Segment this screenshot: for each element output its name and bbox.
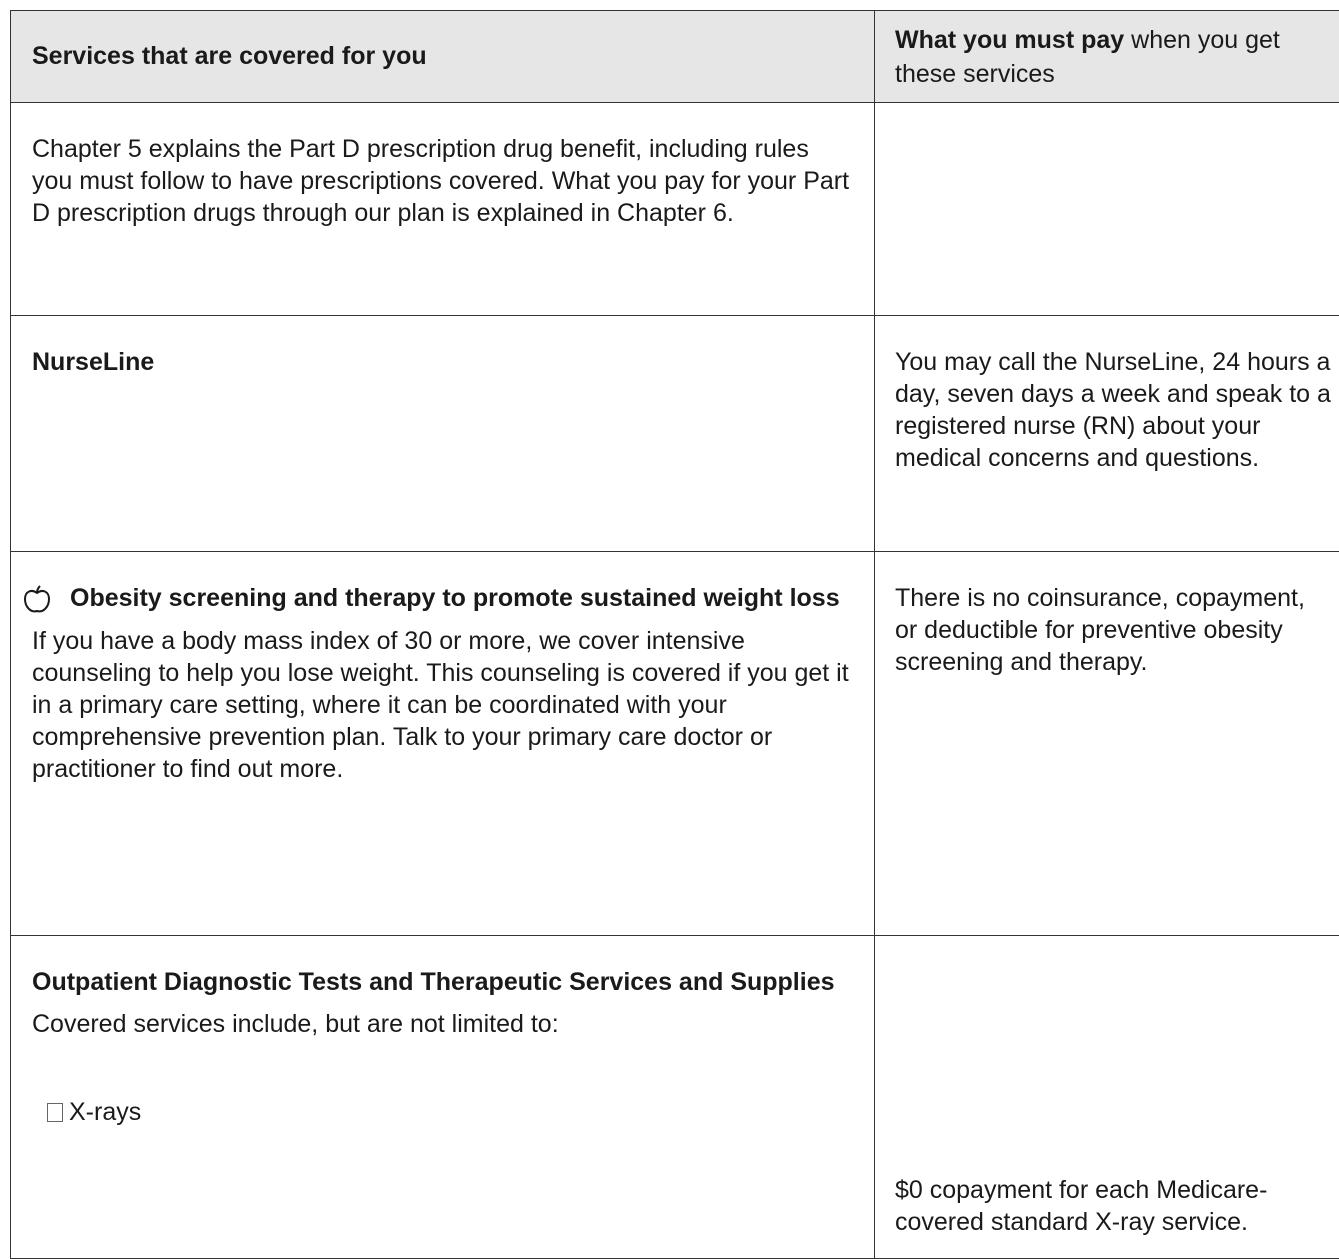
header-payment-rest: when you get these services: [895, 26, 1280, 88]
outpatient-intro: Covered services include, but are not limited to:: [32, 1008, 854, 1040]
obesity-payment: There is no coinsurance, copayment, or deductible for preventive obesity screening and therapy.: [895, 582, 1332, 678]
obesity-title-block: [32, 582, 854, 615]
outpatient-title: Outpatient Diagnostic Tests and Therapeutic Services and Supplies: [32, 966, 854, 998]
nurseline-payment: You may call the NurseLine, 24 hours a day, seven days a week and speak to a registered nurse (RN) about your medical concerns and questions.: [895, 346, 1332, 474]
table-row-obesity: [11, 552, 1339, 936]
outpatient-payment-cell: [875, 936, 1339, 1259]
checkbox-icon: [47, 1103, 63, 1122]
header-payment-bold: What you must pay: [895, 26, 1124, 54]
nurseline-title: NurseLine: [32, 346, 854, 378]
table-row-part-d: [11, 103, 1339, 316]
part-d-service-cell: [11, 103, 875, 316]
xrays-label: X-rays: [69, 1096, 141, 1128]
header-payment: [875, 11, 1339, 103]
table-header-row: [11, 11, 1339, 103]
header-services: Services that are covered for you: [11, 11, 875, 103]
part-d-text: Chapter 5 explains the Part D prescription drug benefit, including rules you must follow to have prescriptions covered. What you pay for your Part D prescription drugs through our plan is explained in Chapter 6.: [32, 133, 854, 229]
part-d-payment-cell: [875, 103, 1339, 316]
table-row-nurseline: [11, 316, 1339, 552]
outpatient-service-cell: [11, 936, 875, 1259]
obesity-payment-cell: [875, 552, 1339, 936]
apple-icon: [22, 585, 52, 615]
obesity-service-cell: [11, 552, 875, 936]
obesity-text: If you have a body mass index of 30 or more, we cover intensive counseling to help you lose weight. This counseling is covered if you get it in a primary care setting, where it can be coordinated with your comprehensive prevention plan. Talk to your primary care doctor or practitioner to find out more.: [32, 625, 854, 785]
xrays-payment: $0 copayment for each Medicare-covered standard X-ray service.: [895, 1174, 1332, 1238]
nurseline-payment-cell: [875, 316, 1339, 552]
nurseline-service-cell: [11, 316, 875, 552]
obesity-title: Obesity screening and therapy to promote sustained weight loss: [70, 582, 840, 614]
list-item-xrays: [32, 1096, 854, 1128]
table-row-outpatient: [11, 936, 1339, 1259]
benefits-table: [10, 10, 1339, 1259]
